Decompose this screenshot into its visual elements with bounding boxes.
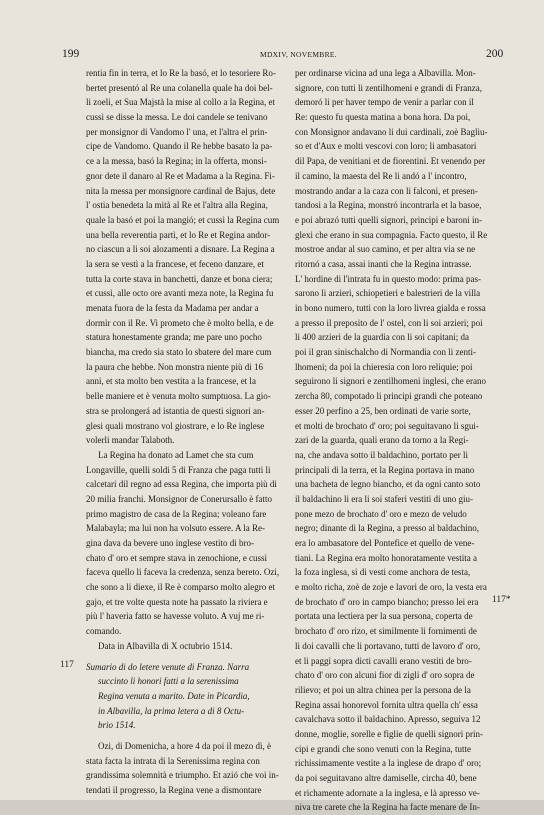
section-summary-title <box>86 660 286 733</box>
text-line: zari de la guarda, quali erano da torno a la Regi- <box>295 435 469 446</box>
text-line: ce a la messa, basó la Regina; in la offerta, monsi- <box>86 156 267 167</box>
text-line: La Regina ha donato ad Lamet che sta cum <box>98 449 254 460</box>
text-line: e poi abrazó tutti quelli signori, principi e baroni in- <box>295 214 482 225</box>
text-line: portata una lectiera per la sua persona, coperta de <box>295 611 473 622</box>
text-line: la foza inglesa, si di vesti come anchora de testa, <box>295 567 471 578</box>
right-column <box>295 66 490 815</box>
text-line: tiani. La Regina era molto honoratamente vestita a <box>295 552 477 563</box>
text-line: sarono li arzieri, schiopetieri e balestrieri de la villa <box>295 288 481 299</box>
text-line: chato d' oro con alcuni fior di zigli d' oro sopra de <box>295 670 475 681</box>
text-line: Regina assai honorevol fornita ultra quella ch' essa <box>295 699 478 710</box>
text-line: Malabayla; ma lui non ha volsuto essere. A la Re- <box>86 523 265 534</box>
text-line: per monsignor di Vandomo l' una, et l'altra el prin- <box>86 126 268 137</box>
text-line: pone mezo de brochato d' oro e mezo de veludo <box>295 508 467 519</box>
text-line: brio 1514. <box>98 720 136 731</box>
text-line: rilievo; et poi un altra chinea per la persona de la <box>295 684 471 695</box>
text-line: richissimamente vestite a la inglese de drapo d' oro; <box>295 758 482 769</box>
margin-number-right: 117* <box>492 594 511 605</box>
text-line: principali di la terra, et la Regina portava in mano <box>295 464 475 475</box>
text-line: statura honestamente granda; me pare uno pocho <box>86 332 262 343</box>
running-head: MDXIV, NOVEMBRE. <box>260 50 337 59</box>
text-line: signore, con tutti li zentilhomeni e grandi di Franza, <box>295 82 482 93</box>
text-line: esser 20 perfino a 25, ben ordinati de varie sorte, <box>295 405 471 416</box>
text-line: rentia fin in terra, et lo Re la basó, et lo tesoriere Ro- <box>86 68 276 78</box>
text-line: stra se prolongerá ad istantia de questi signori an- <box>86 405 265 416</box>
text-line: gnor dete il danaro al Re et Madama a la Regina. Fi- <box>86 170 275 181</box>
text-line: poi il gran sinischalcho di Normandia con li zenti- <box>295 347 476 358</box>
text-line: biancha, ma credo sia stato lo sbatere del mare cum <box>86 347 272 358</box>
text-line: dormir con il Re. Vi prometo che è molto bella, e de <box>86 317 274 328</box>
text-line: grandissima solemnità e triumpho. Et azió che voi in- <box>86 770 279 781</box>
text-line: con Monsignor andavano li dui cardinali, zoè Baglìu- <box>295 126 488 137</box>
text-line: belle maniere et è venuta molto sumptuosa. La gio- <box>86 391 271 402</box>
text-line: a presso il preposito de l' ostel, con li soi arzieri; poi <box>295 317 483 328</box>
text-line: per ordinarse vicina ad una lega a Albavilla. Mon- <box>295 68 476 78</box>
text-line: Ozi, di Domenicha, a hore 4 da poi il mezo dì, è <box>98 740 271 751</box>
text-line: anni, et sta molto ben vestita a la francese, et la <box>86 376 256 387</box>
text-line: volerli mandar Talaboth. <box>86 435 175 446</box>
text-line: più l' haveria fatto se havesse voluto. A vuj me ri- <box>86 611 265 622</box>
text-line: et molti de brochato d' oro; poi seguitavano li sgui- <box>295 420 479 431</box>
text-line: negro; dinante di la Regina, a presso al baldachino, <box>295 523 479 534</box>
text-line: li 400 arzieri de la guardia con li soi capitani; da <box>295 332 469 343</box>
text-line: Regina venuta a marito. Date in Picardia, <box>98 690 250 701</box>
left-paragraph-3 <box>86 739 286 798</box>
text-line: succinto li honori fatti a la serenissima <box>98 676 239 687</box>
text-line: brochato d' oro rizo, et similmente li fornimenti de <box>295 626 477 637</box>
text-line: na, che andava sotto il baldachino, portato per li <box>295 449 468 460</box>
text-line: cussì se disse la messa. Le doi candele se tenivano <box>86 112 268 123</box>
text-line: che sono a li diexe, il Re è comparso molto alegro et <box>86 582 275 593</box>
text-line: li zoeli, et Sua Majstà la mise al collo a la Regina, et <box>86 97 275 108</box>
text-line: mostrando andar a la caza con li falconi, et presen- <box>295 185 478 196</box>
text-line: in bono numero, tutti con la loro livrea gialda e rossa <box>295 303 486 313</box>
text-line: la paura che hebbe. Non monstra niente più di 16 <box>86 361 263 372</box>
text-line: gajo, et tre volte questa note ha passato la riviera e <box>86 596 268 607</box>
text-line: e molto richa, zoè de zoje e lavori de oro, la vesta era <box>295 582 487 593</box>
text-line: primo magistro de casa de la Regina; voleano fare <box>86 508 267 519</box>
text-line: cipi e grandi che sono venuti con la Regina, tutte <box>295 743 471 754</box>
date-line: Data in Albavilla di X octubrio 1514. <box>98 640 233 651</box>
text-line: et li paggi sopra dicti cavalli erano vestiti de bro- <box>295 655 472 666</box>
text-line: faceva quello li faceva la credenza, senza bereto. Ozi, <box>86 567 280 578</box>
text-line: stata facta la intrata di la Serenissima regina con <box>86 755 260 766</box>
right-paragraph <box>295 66 490 815</box>
text-line: donne, moglie, sorelle e figlie de quelli signori prin- <box>295 728 483 739</box>
text-line: 20 milia franchi. Monsignor de Conerursallo è fatto <box>86 493 272 504</box>
text-line: comando. <box>86 626 122 637</box>
text-line: gina dava da bevere uno inglese vestito di bro- <box>86 538 254 548</box>
text-line: Re: questo fu questa matina a bona hora. Da poi, <box>295 112 471 123</box>
text-line: mostroe andar al suo camino, et per altra via se ne <box>295 244 476 255</box>
text-line: zercha 80, compotado li principi grandi che poteano <box>295 391 483 402</box>
text-line: de brochato d' oro in campo biancho; presso lei era <box>295 596 479 607</box>
text-line: tutta la corte stava in banchetti, danze et bona ciera; <box>86 273 273 284</box>
left-column <box>86 66 286 798</box>
page-number-left: 199 <box>62 48 80 60</box>
text-line: il baldachino li era li soi staferi vestiti di uno giu- <box>295 493 473 504</box>
text-line: una bella reverentia partì, et lo Re et Regina andor- <box>86 229 271 240</box>
page-number-right: 200 <box>486 48 504 60</box>
text-line: no ciascun a li soi alozamenti a disnare. La Regina a <box>86 244 275 255</box>
text-line: cavalchava sotto il baldachino. Apresso, seguiva 12 <box>295 714 481 725</box>
text-line: L' hordine di l'intrata fu in questo modo: prima pas- <box>295 273 481 284</box>
text-line: il camino, la maesta del Re li andó a l' incontro, <box>295 170 467 181</box>
text-line: bertet presentó al Re una colanella quale ha doi bel- <box>86 82 273 93</box>
text-line: Sumario di do letere venute di Franza. Narra <box>86 661 250 672</box>
text-line: da poi seguitavano altre damiselle, circha 40, bene <box>295 773 477 783</box>
text-line: quale la basó et poi la mangió; et cussì la Regina cum <box>86 214 280 225</box>
text-line: et richamente adornate a la inglesa, e là apresso ve- <box>295 787 480 798</box>
text-line: demoró li per haver tempo de venir a parlar con il <box>295 97 474 108</box>
text-line: dil Papa, de venitiani et de fiorentini. Et venendo per <box>295 156 486 167</box>
text-line: chato d' oro et sempre stava in zenochione, e cussì <box>86 552 268 563</box>
text-line: lhomeni; da poi la chieresia con loro reliquie; poi <box>295 361 473 372</box>
text-line: ritornó a casa, assai inanti che la Regina intrasse. <box>295 258 472 269</box>
text-line: calcetari dil regno ad essa Regina, che importa più di <box>86 479 277 490</box>
page-header <box>0 48 544 62</box>
text-line: Longaville, quelli soldi 5 di Franza che paga tutti li <box>86 464 271 475</box>
text-line: l' ostia benedeta la mità al Re et l'altra alla Regina, <box>86 200 268 211</box>
text-line: la sera se vestì a la francese, et feceno danzare, et <box>86 258 264 269</box>
text-line: seguirono li signori e zentilhomeni inglesi, che erano <box>295 376 486 387</box>
text-line: era lo ambasatore del Pontefice et quello de vene- <box>295 538 475 548</box>
left-paragraph-1 <box>86 66 286 448</box>
margin-number-left: 117 <box>60 659 74 670</box>
text-line: nita la messa per monsignore cardinal de Bajus, dete <box>86 185 276 196</box>
text-line: niva tre carete che la Regina ha facte menare de In- <box>295 802 480 813</box>
left-paragraph-2 <box>86 448 286 639</box>
text-line: et cussì, alle octo ore avanti meza note, la Regina fu <box>86 288 274 299</box>
text-line: so et d'Aux e molti vescovi con loro; li ambasatori <box>295 141 477 152</box>
text-line: cipe de Vandomo. Quando il Re hebbe basato la pa- <box>86 141 273 152</box>
text-line: in Albavilla, la prima letera a di 8 Octu- <box>98 705 245 716</box>
text-line: glexi che erano in sua compagnia. Facto questo, il Re <box>295 229 488 240</box>
text-line: tandosi a la Regina, monstró incontrarla et la basoe, <box>295 200 482 211</box>
text-line: menata fuora de la festa da Madama per andar a <box>86 303 259 313</box>
text-line: tendati il progresso, la Regina vene a dismontare <box>86 785 262 795</box>
text-line: li doi cavalli che li portavano, tutti de lavoro d' oro, <box>295 640 481 651</box>
text-line: una bacheta de legno biancho, et da ogni canto soto <box>295 479 481 490</box>
text-line: glesi quali mostrano vol giostrare, e lo Re inglese <box>86 420 265 431</box>
